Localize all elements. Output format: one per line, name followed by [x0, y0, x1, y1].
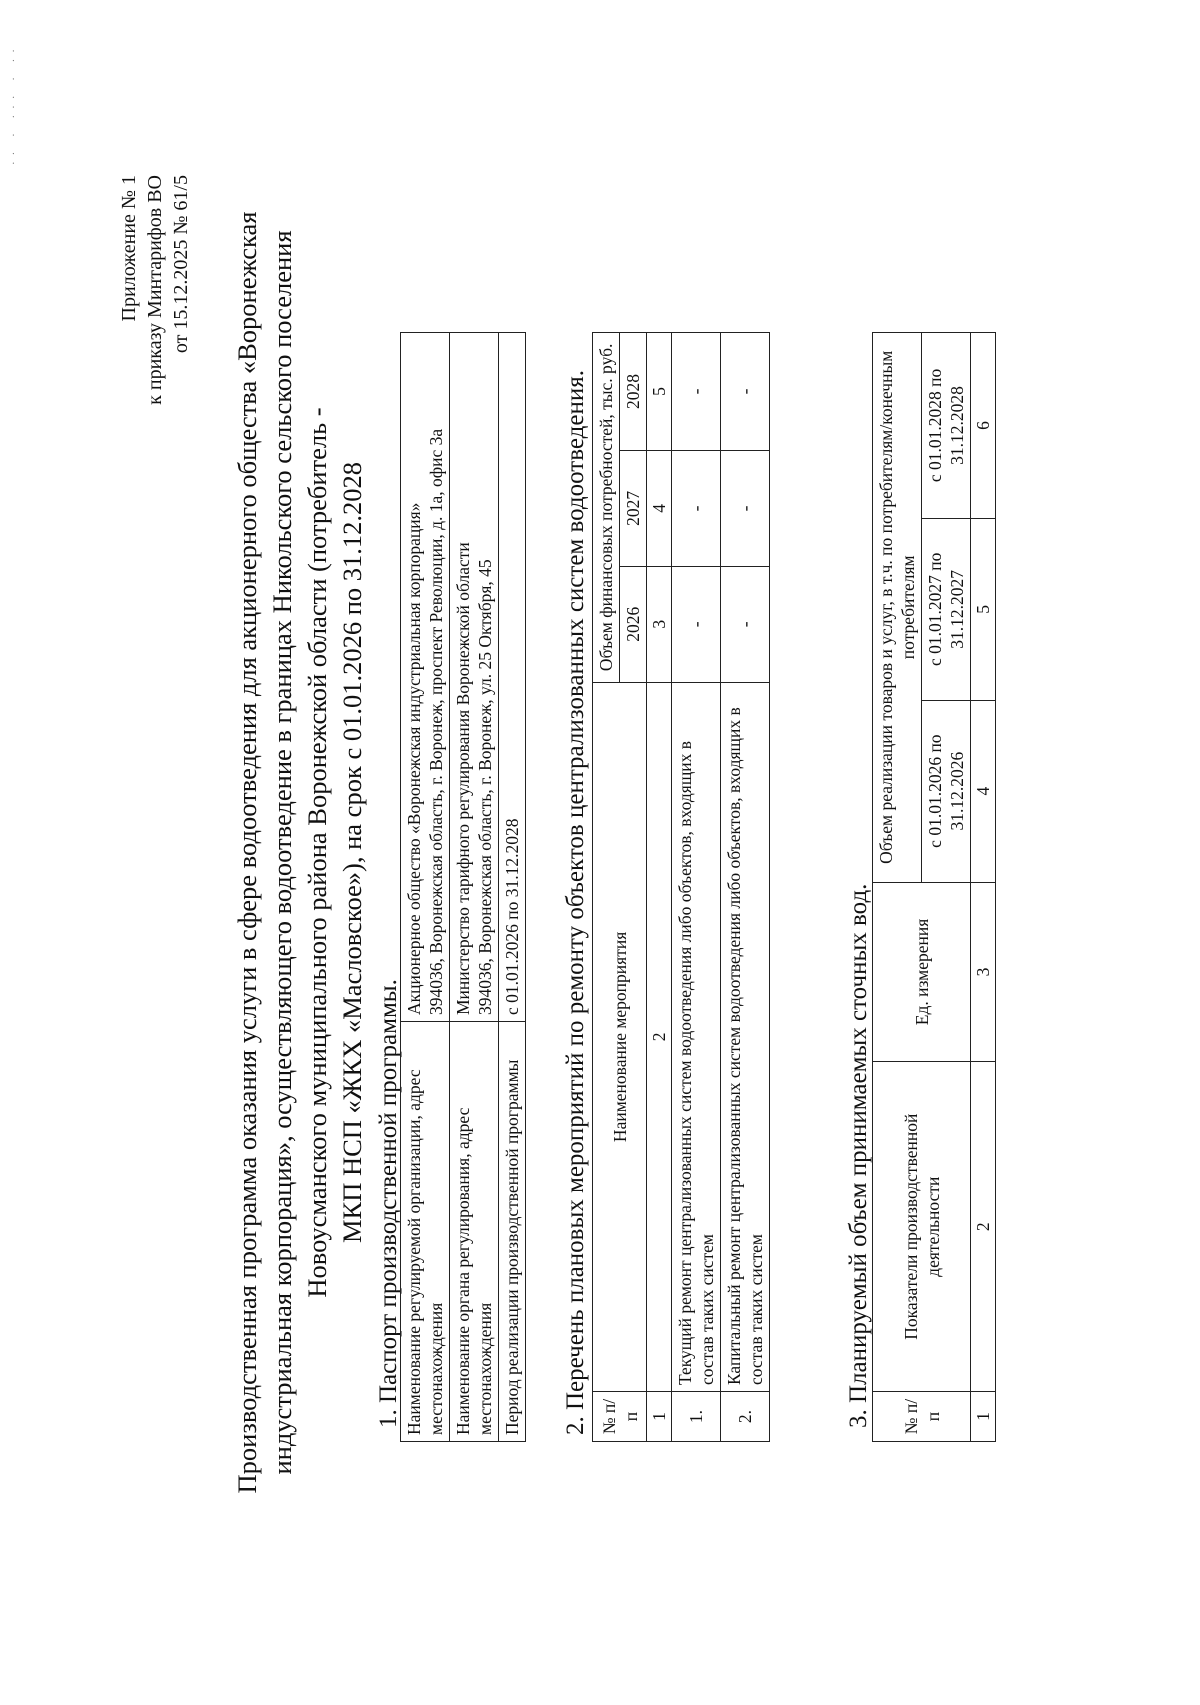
header-year: 2028: [620, 333, 647, 451]
header-year: 2027: [620, 450, 647, 566]
column-number-row: [647, 333, 672, 1442]
passport-value-line: 394036, Воронежская область, г. Воронеж, проспект Революции, д. 1а, офис 3а: [426, 428, 446, 1015]
row-value: -: [721, 333, 770, 451]
section3-title: 3. Планируемый объем принимаемых сточных вод.: [845, 883, 872, 1428]
column-number: 4: [647, 450, 672, 566]
appendix-line: Приложение № 1: [118, 175, 140, 322]
header-indicator: Показатели производственной деятельности: [873, 1062, 971, 1392]
passport-table: [400, 332, 526, 1442]
title-line: МКП НСП «ЖКХ «Масловское»), на срок с 01.01.2026 по 31.12.2028: [337, 461, 367, 1244]
passport-value-line: Министерство тарифного регулирования Воронежской области: [453, 542, 473, 1015]
section1-title: 1. Паспорт производственной программы.: [375, 979, 402, 1428]
column-number: 1: [647, 1392, 672, 1442]
passport-value-line: Акционерное общество «Воронежская индустриальная корпорация»: [404, 502, 424, 1015]
column-number: 6: [971, 333, 996, 519]
column-number: 4: [971, 700, 996, 882]
table-row: [672, 333, 721, 1442]
column-number: 2: [971, 1062, 996, 1392]
appendix-line: к приказу Минтарифов ВО: [144, 175, 166, 405]
table-row: [499, 333, 526, 1442]
table-header-row: [593, 333, 620, 1442]
row-value: -: [672, 333, 721, 451]
row-num: 2.: [721, 1392, 770, 1442]
header-year: 2026: [620, 566, 647, 682]
table-row: [721, 333, 770, 1442]
row-value: -: [672, 566, 721, 682]
passport-label: Период реализации производственной программы: [499, 1022, 526, 1442]
header-period: с 01.01.2028 по 31.12.2028: [922, 333, 971, 519]
column-number: 3: [971, 882, 996, 1062]
header-num: № п/п: [873, 1392, 971, 1442]
row-value: -: [721, 566, 770, 682]
column-number: 1: [971, 1392, 996, 1442]
column-number-row: [971, 333, 996, 1442]
header-period: с 01.01.2026 по 31.12.2026: [922, 700, 971, 882]
row-name: Капитальный ремонт централизованных систем водоотведения либо объектов, входящих в состав таких систем: [721, 682, 770, 1391]
appendix-note: [116, 175, 194, 405]
document-title: [230, 0, 370, 1705]
scan-artifact: ·· · ··· · ··: [8, 43, 20, 165]
row-value: -: [721, 450, 770, 566]
passport-value: с 01.01.2026 по 31.12.2028: [499, 333, 526, 1022]
column-number: 3: [647, 566, 672, 682]
repair-plan-table: [592, 332, 770, 1442]
passport-label: Наименование регулируемой организации, адрес местонахождения: [401, 1022, 450, 1442]
header-volume: Объем реализации товаров и услуг, в т.ч. по потребителям/конечным потребителям: [873, 333, 922, 883]
table-row: [450, 333, 499, 1442]
table-row: [401, 333, 450, 1442]
row-num: 1.: [672, 1392, 721, 1442]
row-name: Текущий ремонт централизованных систем водоотведения либо объектов, входящих в состав таких систем: [672, 682, 721, 1391]
passport-value-line: 394036, Воронежская область, г. Воронеж, ул. 25 Октября, 45: [475, 559, 495, 1015]
header-period: с 01.01.2027 по 31.12.2027: [922, 518, 971, 700]
title-line: Новоусманского муниципального района Воронежской области (потребитель -: [302, 407, 332, 1298]
column-number: 5: [647, 333, 672, 451]
header-num: № п/п: [593, 1392, 647, 1442]
header-volume: Объем финансовых потребностей, тыс. руб.: [593, 333, 620, 683]
header-unit: Ед. измерения: [873, 882, 971, 1062]
column-number: 5: [971, 518, 996, 700]
wastewater-volume-table: [872, 332, 996, 1442]
column-number: 2: [647, 682, 672, 1391]
title-line: индустриальная корпорация», осуществляющего водоотведение в границах Никольского сельского поселения: [267, 230, 297, 1475]
section2-title: 2. Перечень плановых мероприятий по ремонту объектов централизованных систем водоотведения.: [562, 370, 589, 1435]
passport-value: [450, 333, 499, 1022]
row-value: -: [672, 450, 721, 566]
passport-value: [401, 333, 450, 1022]
title-line: Производственная программа оказания услуги в сфере водоотведения для акционерного общества «Воронежская: [232, 211, 262, 1494]
table-header-row: [873, 333, 922, 1442]
header-name: Наименование мероприятия: [593, 682, 647, 1391]
appendix-line: от 15.12.2025 № 61/5: [170, 175, 192, 354]
passport-label: Наименование органа регулирования, адрес местонахождения: [450, 1022, 499, 1442]
